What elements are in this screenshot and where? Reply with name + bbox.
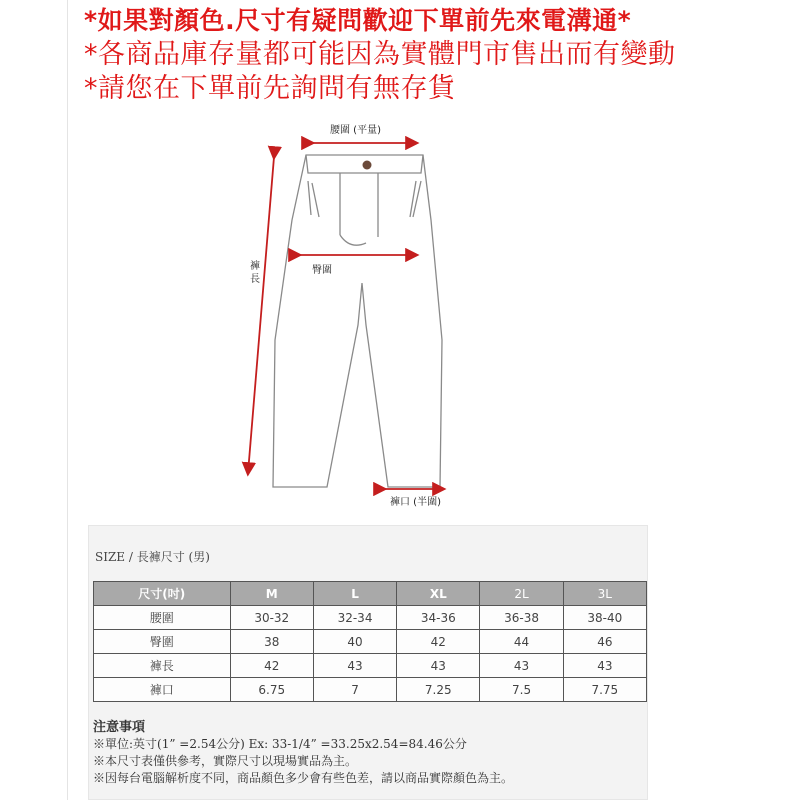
- table-cell: 7.75: [563, 678, 646, 702]
- size-header-unit: 尺寸(吋): [94, 582, 231, 606]
- table-cell: 42: [397, 630, 480, 654]
- notice-ask: *請您在下單前先詢問有無存貨: [84, 73, 456, 104]
- notes-heading: 注意事項: [93, 720, 146, 735]
- waist-button-icon: [363, 161, 372, 170]
- waist-label: 腰圍 (平量): [330, 125, 381, 136]
- size-header-l: L: [313, 582, 396, 606]
- note-line-unit: ※單位:英寸(1” =2.54公分) Ex: 33-1/4” =33.25x2.54=84.46公分: [93, 737, 467, 751]
- table-cell: 7.25: [397, 678, 480, 702]
- size-header-3l: 3L: [563, 582, 646, 606]
- length-arrow: [248, 157, 274, 473]
- row-label: 臀圍: [94, 630, 231, 654]
- table-cell: 30-32: [230, 606, 313, 630]
- size-chart-panel: [88, 525, 648, 800]
- notice-stock: *各商品庫存量都可能因為實體門市售出而有變動: [84, 39, 676, 70]
- hem-label: 褲口 (半圍): [390, 497, 441, 508]
- table-cell: 7: [313, 678, 396, 702]
- hip-label: 臀圍: [312, 265, 332, 276]
- row-label: 腰圍: [94, 606, 231, 630]
- table-row: [94, 654, 647, 678]
- row-label: 褲長: [94, 654, 231, 678]
- table-cell: 44: [480, 630, 563, 654]
- table-cell: 7.5: [480, 678, 563, 702]
- left-divider-line: [67, 0, 68, 800]
- size-header-m: M: [230, 582, 313, 606]
- size-header-2l: 2L: [480, 582, 563, 606]
- table-cell: 43: [480, 654, 563, 678]
- row-label: 褲口: [94, 678, 231, 702]
- pants-outline: [273, 155, 442, 487]
- note-line-color: ※因每台電腦解析度不同，商品顏色多少會有些色差，請以商品實際顏色為主。: [93, 771, 514, 785]
- size-header-xl: XL: [397, 582, 480, 606]
- table-cell: 38: [230, 630, 313, 654]
- size-table: [93, 581, 647, 702]
- table-cell: 43: [397, 654, 480, 678]
- table-cell: 38-40: [563, 606, 646, 630]
- length-label-top: 褲: [250, 261, 260, 272]
- table-row: [94, 678, 647, 702]
- table-cell: 36-38: [480, 606, 563, 630]
- length-label-bottom: 長: [250, 274, 260, 285]
- table-row: [94, 630, 647, 654]
- table-cell: 34-36: [397, 606, 480, 630]
- table-cell: 6.75: [230, 678, 313, 702]
- note-line-reference: ※本尺寸表僅供參考，實際尺寸以現場實品為主。: [93, 754, 358, 768]
- pants-measurement-diagram: [240, 115, 480, 515]
- table-row: [94, 606, 647, 630]
- table-cell: 43: [313, 654, 396, 678]
- notice-contact: *如果對顏色.尺寸有疑問歡迎下單前先來電溝通*: [84, 6, 632, 35]
- table-cell: 46: [563, 630, 646, 654]
- notes-section: [93, 719, 513, 787]
- table-cell: 40: [313, 630, 396, 654]
- table-cell: 42: [230, 654, 313, 678]
- table-cell: 43: [563, 654, 646, 678]
- table-cell: 32-34: [313, 606, 396, 630]
- size-chart-title: SIZE / 長褲尺寸 (男): [95, 550, 210, 564]
- size-table-header-row: [94, 582, 647, 606]
